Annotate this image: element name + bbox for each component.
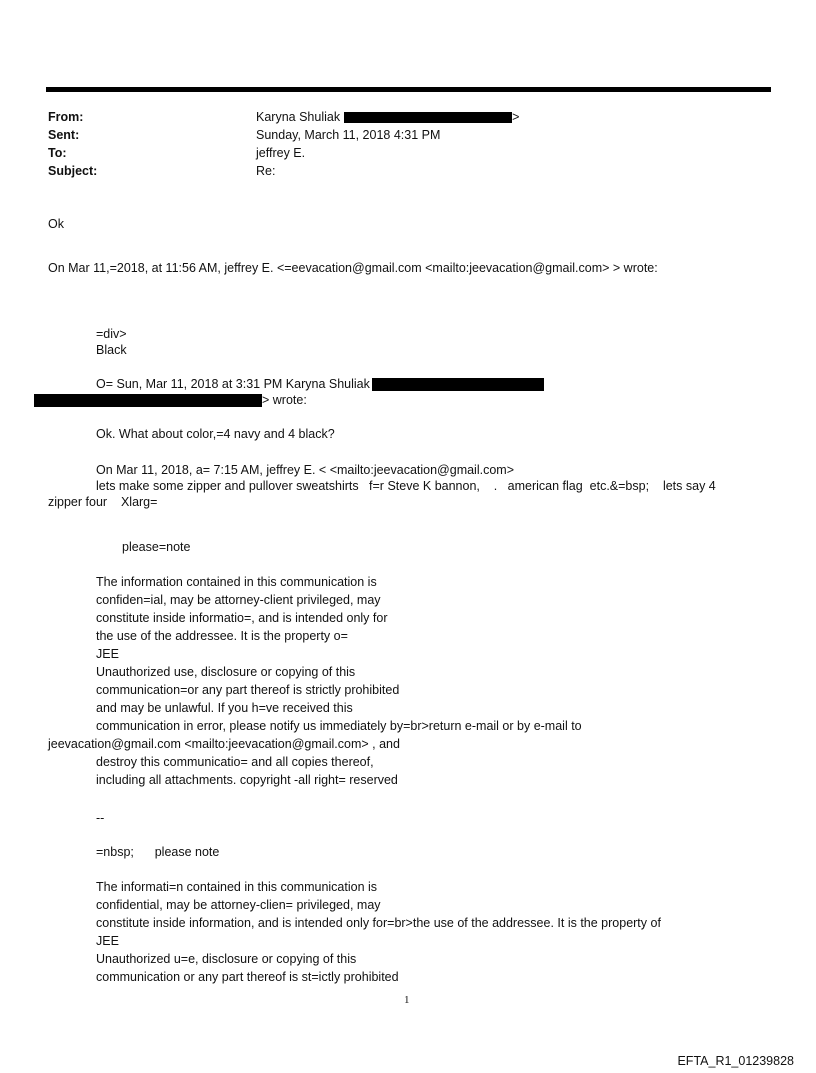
header-rule	[46, 87, 771, 92]
disclaimer-line: constitute inside information, and is intended only for=br>the use of the addressee. It is the property of	[96, 916, 661, 930]
disclaimer-line: the use of the addressee. It is the property o=	[96, 629, 348, 643]
email-header	[48, 108, 519, 180]
page-number: 1	[404, 994, 410, 1006]
disclaimer-line: Unauthorized u=e, disclosure or copying of this	[96, 952, 357, 966]
body-line: Ok. What about color,=4 navy and 4 black?	[96, 427, 335, 441]
body-line: lets make some zipper and pullover sweatshirts f=r Steve K bannon, . american flag etc.&=bsp; lets say 4	[96, 479, 716, 493]
disclaimer-line: communication in error, please notify us immediately by=br>return e-mail or by e-mail to	[96, 719, 582, 733]
disclaimer-line: The informati=n contained in this communication is	[96, 880, 378, 894]
quoted-header-text: O= Sun, Mar 11, 2018 at 3:31 PM Karyna Shuliak	[96, 377, 370, 391]
from-suffix: >	[512, 110, 520, 124]
quoted-header-line: On Mar 11, 2018, a= 7:15 AM, jeffrey E. < <mailto:jeevacation@gmail.com>	[96, 463, 514, 477]
disclaimer-line: confidential, may be attorney-clien= privileged, may	[96, 898, 381, 912]
subject-value: Re:	[256, 164, 276, 178]
disclaimer-line: JEE	[96, 647, 119, 661]
signature-separator: --	[96, 811, 105, 825]
body-line: =div>	[96, 327, 127, 341]
body-line: Black	[96, 343, 127, 357]
body-line: =nbsp; please note	[96, 845, 220, 859]
disclaimer-line: communication or any part thereof is st=ictly prohibited	[96, 970, 399, 984]
quoted-header-line: On Mar 11,=2018, at 11:56 AM, jeffrey E. <=eevacation@gmail.com <mailto:jeevacation@gmail.com> > wrote:	[48, 261, 658, 275]
disclaimer-line: confiden=ial, may be attorney-client privileged, may	[96, 593, 381, 607]
disclaimer-line: including all attachments. copyright -all right= reserved	[96, 773, 398, 787]
disclaimer-line: The information contained in this communication is	[96, 575, 377, 589]
from-value: Karyna Shuliak	[256, 110, 341, 124]
disclaimer-line: jeevacation@gmail.com <mailto:jeevacation@gmail.com> , and	[48, 737, 400, 751]
sent-label: Sent:	[48, 128, 80, 142]
body-line: zipper four Xlarg=	[48, 495, 158, 509]
to-value: jeffrey E.	[256, 146, 306, 160]
redaction-block	[372, 378, 544, 391]
quoted-header-text: > wrote:	[262, 393, 307, 407]
to-row	[48, 144, 519, 162]
disclaimer-line: JEE	[96, 934, 119, 948]
redaction-block	[34, 394, 262, 407]
to-label: To:	[48, 146, 67, 160]
redaction-block	[344, 112, 512, 123]
disclaimer-line: communication=or any part thereof is strictly prohibited	[96, 683, 400, 697]
quoted-header-line	[96, 376, 544, 392]
disclaimer-line: and may be unlawful. If you h=ve received this	[96, 701, 353, 715]
subject-label: Subject:	[48, 164, 98, 178]
subject-row	[48, 162, 519, 180]
document-id: EFTA_R1_01239828	[677, 1054, 794, 1068]
body-line: please=note	[122, 540, 191, 554]
sent-value: Sunday, March 11, 2018 4:31 PM	[256, 128, 441, 142]
quoted-header-line	[34, 392, 307, 408]
disclaimer-line: Unauthorized use, disclosure or copying of this	[96, 665, 356, 679]
body-line: Ok	[48, 217, 64, 231]
disclaimer-line: constitute inside informatio=, and is intended only for	[96, 611, 388, 625]
from-label: From:	[48, 110, 84, 124]
from-row	[48, 108, 519, 126]
sent-row	[48, 126, 519, 144]
disclaimer-line: destroy this communicatio= and all copies thereof,	[96, 755, 374, 769]
